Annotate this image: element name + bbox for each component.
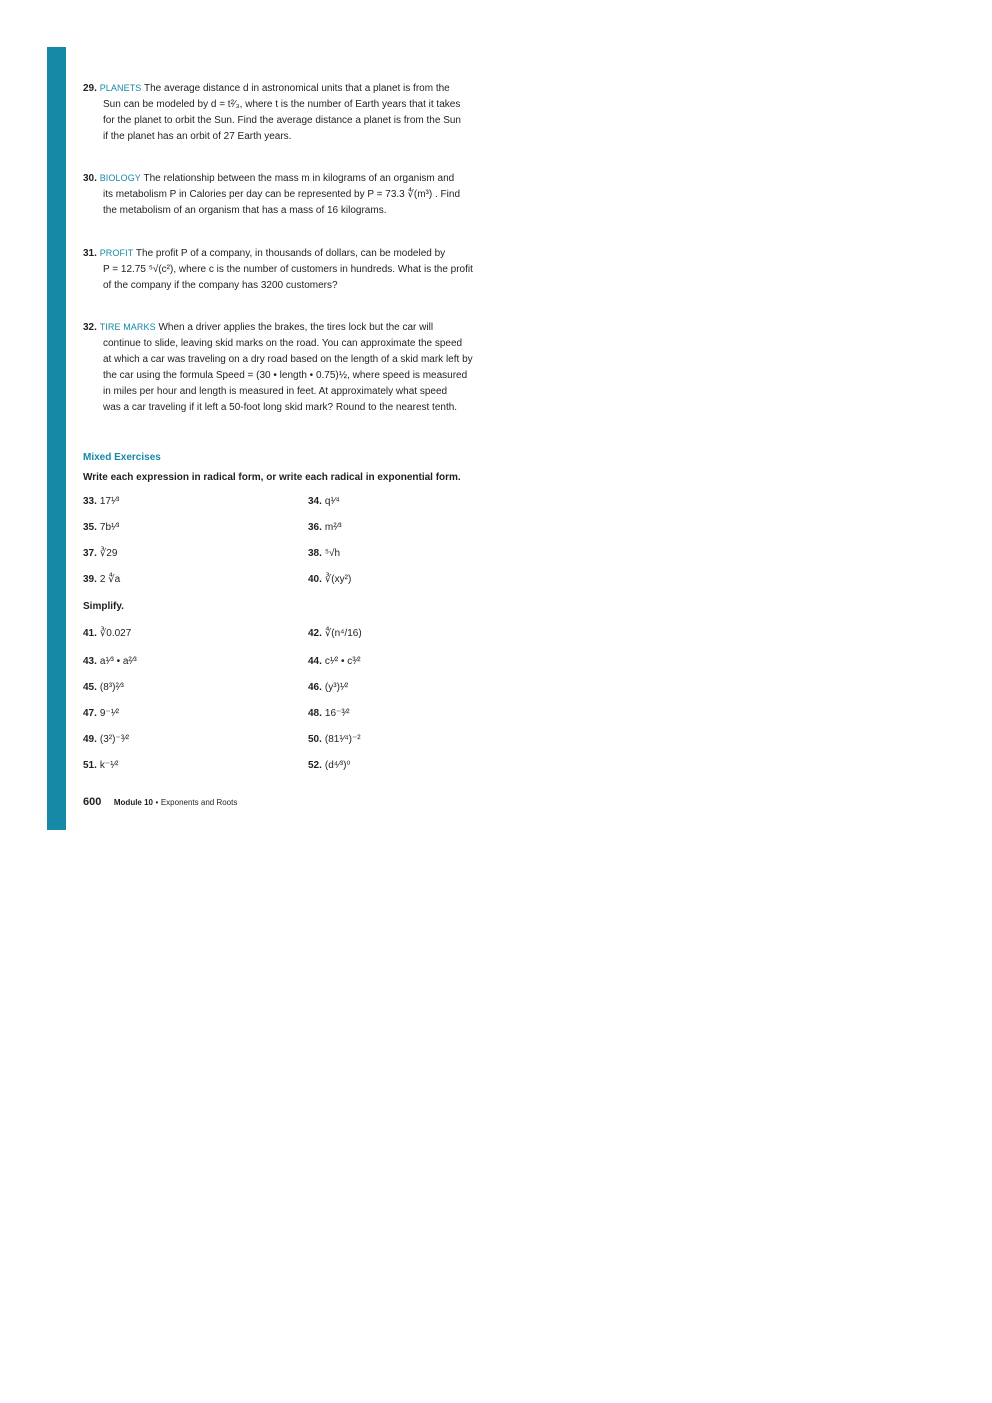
exercise-number: 33.: [83, 496, 97, 507]
exercise-51: [83, 760, 119, 771]
problem-category: TIRE MARKS: [99, 322, 156, 332]
exercise-expression: (d⁴⁄³)⁰: [324, 760, 351, 771]
problem-text-line: P = 12.75 ⁵√(c²), where c is the number of customers in hundreds. What is the profit: [103, 264, 473, 275]
page-side-bar: [47, 47, 66, 830]
exercise-47: [83, 708, 119, 719]
exercise-number: 47.: [83, 708, 97, 719]
exercise-number: 51.: [83, 760, 97, 771]
exercise-expression: (y³)¹⁄²: [324, 682, 349, 693]
exercise-expression: 17¹⁄³: [99, 496, 120, 507]
exercise-number: 39.: [83, 574, 97, 585]
problem-text-line: The relationship between the mass m in kilograms of an organism and: [143, 173, 455, 184]
exercise-number: 42.: [308, 628, 322, 639]
exercise-34: [308, 496, 340, 507]
exercise-expression: c¹⁄² • c³⁄²: [324, 656, 361, 667]
exercise-expression: ∜(n⁴/16): [324, 628, 362, 639]
problem-text-line: if the planet has an orbit of 27 Earth years.: [103, 131, 292, 142]
problem-category: BIOLOGY: [99, 173, 141, 183]
simplify-heading: Simplify.: [83, 601, 124, 612]
exercise-expression: (3²)⁻³⁄²: [99, 734, 130, 745]
problem-text-line: The profit P of a company, in thousands of dollars, can be modeled by: [135, 248, 446, 259]
exercise-number: 49.: [83, 734, 97, 745]
exercise-number: 38.: [308, 548, 322, 559]
exercise-expression: (8³)²⁄³: [99, 682, 124, 693]
footer-bullet: •: [155, 798, 159, 807]
exercise-expression: m²⁄³: [324, 522, 342, 533]
exercise-number: 37.: [83, 548, 97, 559]
problem-text-line: of the company if the company has 3200 customers?: [103, 280, 338, 291]
problem-category: PLANETS: [99, 83, 142, 93]
exercise-36: [308, 522, 342, 533]
exercise-expression: 7b¹⁄³: [99, 522, 120, 533]
problem-text-line: its metabolism P in Calories per day can be represented by P = 73.3 ∜(m³) . Find: [103, 189, 461, 200]
problem-number: 32.: [83, 322, 97, 333]
exercise-35: [83, 522, 119, 533]
problem-text-line: in miles per hour and length is measured in feet. At approximately what speed: [103, 386, 448, 397]
exercise-expression: ∛(xy²): [324, 574, 352, 585]
section-instruction: Write each expression in radical form, or write each radical in exponential form.: [83, 472, 461, 483]
page-number: 600: [83, 796, 102, 808]
exercise-38: [308, 548, 340, 559]
section-title: Mixed Exercises: [83, 452, 161, 463]
problem-text-line: When a driver applies the brakes, the tires lock but the car will: [158, 322, 434, 333]
exercise-expression: ⁵√h: [324, 548, 341, 559]
exercise-number: 50.: [308, 734, 322, 745]
exercise-45: [83, 682, 124, 693]
problem-32: [83, 319, 473, 416]
problem-number: 31.: [83, 248, 97, 259]
exercise-number: 45.: [83, 682, 97, 693]
problem-text-line: the metabolism of an organism that has a mass of 16 kilograms.: [103, 205, 387, 216]
problem-text-line: was a car traveling if it left a 50-foot long skid mark? Round to the nearest tenth.: [103, 402, 458, 413]
exercise-expression: 9⁻¹⁄²: [99, 708, 120, 719]
exercise-number: 35.: [83, 522, 97, 533]
module-subtitle: Exponents and Roots: [160, 798, 238, 807]
module-label: Module 10: [113, 798, 153, 807]
exercise-number: 36.: [308, 522, 322, 533]
exercise-39: [83, 574, 120, 585]
exercise-number: 46.: [308, 682, 322, 693]
exercise-33: [83, 496, 119, 507]
exercise-37: [83, 548, 117, 559]
exercise-52: [308, 760, 350, 771]
exercise-49: [83, 734, 129, 745]
problem-category: PROFIT: [99, 248, 134, 258]
exercise-40: [308, 574, 351, 585]
exercise-expression: q¹⁄⁴: [324, 496, 340, 507]
exercise-48: [308, 708, 350, 719]
exercise-number: 40.: [308, 574, 322, 585]
problem-text-line: for the planet to orbit the Sun. Find the average distance a planet is from the Sun: [103, 115, 461, 126]
problem-29: [83, 80, 461, 145]
problem-text-line: the car using the formula Speed = (30 • length • 0.75)½, where speed is measured: [103, 370, 468, 381]
exercise-number: 48.: [308, 708, 322, 719]
exercise-expression: (81¹⁄⁴)⁻²: [324, 734, 361, 745]
exercise-expression: a¹⁄³ • a²⁄³: [99, 656, 137, 667]
exercise-44: [308, 656, 361, 667]
exercise-number: 52.: [308, 760, 322, 771]
problem-number: 30.: [83, 173, 97, 184]
problem-text-line: Sun can be modeled by d = t²⁄₃, where t is the number of Earth years that it takes: [103, 99, 461, 110]
exercise-expression: ∛29: [99, 548, 118, 559]
problem-text-line: continue to slide, leaving skid marks on the road. You can approximate the speed: [103, 338, 463, 349]
page-footer: [83, 796, 237, 808]
exercise-number: 34.: [308, 496, 322, 507]
exercise-number: 41.: [83, 628, 97, 639]
exercise-number: 44.: [308, 656, 322, 667]
exercise-43: [83, 656, 137, 667]
exercise-expression: ∛0.027: [99, 628, 132, 639]
exercise-46: [308, 682, 348, 693]
exercise-expression: k⁻¹⁄²: [99, 760, 119, 771]
problem-text-line: The average distance d in astronomical units that a planet is from the: [144, 83, 450, 94]
exercise-50: [308, 734, 361, 745]
problem-number: 29.: [83, 83, 97, 94]
exercise-42: [308, 628, 362, 639]
problem-31: [83, 245, 473, 294]
exercise-expression: 2 ∜a: [99, 574, 121, 585]
exercise-41: [83, 628, 131, 639]
problem-text-line: at which a car was traveling on a dry road based on the length of a skid mark left by: [103, 354, 473, 365]
problem-30: [83, 170, 460, 219]
exercise-expression: 16⁻³⁄²: [324, 708, 350, 719]
exercise-number: 43.: [83, 656, 97, 667]
